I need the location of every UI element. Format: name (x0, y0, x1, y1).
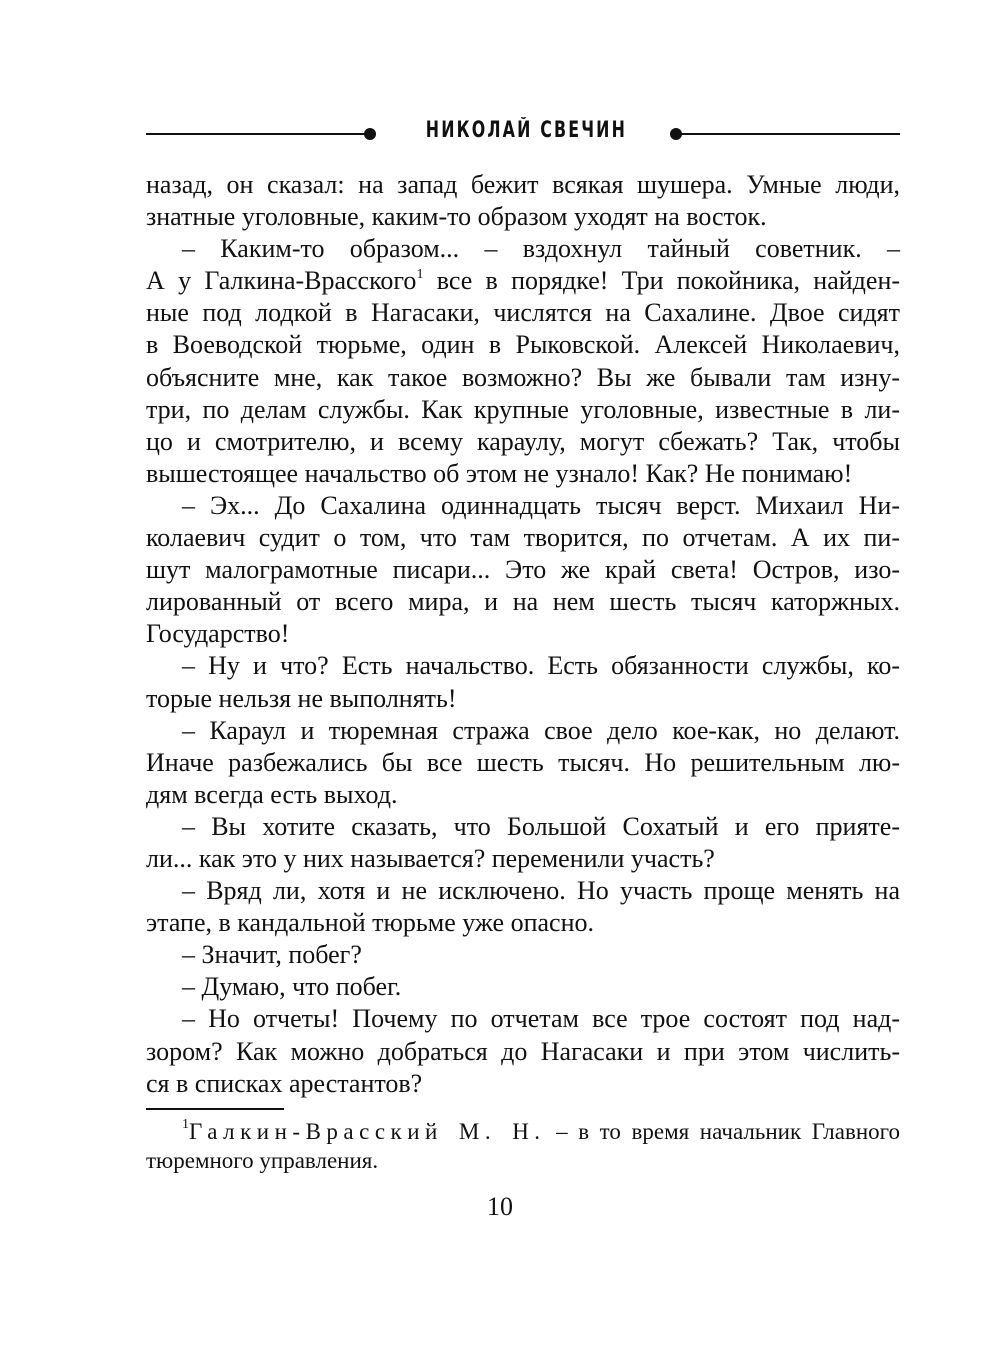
text-line: знатные уголовные, каким-то образом уходят на восток. (146, 202, 767, 232)
text-line: ли... как это у них называется? переменили участь? (146, 843, 715, 873)
text-line: – Эх... До Сахалина одиннадцать тысяч верст. Михаил Ни- (182, 490, 900, 520)
text-line: – Думаю, что побег. (182, 972, 402, 1002)
text-line: – Значит, побег? (182, 940, 362, 970)
text-line: – Ну и что? Есть начальство. Есть обязанности службы, ко- (182, 651, 900, 681)
body-text (146, 169, 900, 1100)
text-line: Государство! (146, 619, 290, 649)
text-line: Иначе разбежались бы все шесть тысяч. Но решительным лю- (146, 747, 900, 777)
header-rule-left (146, 133, 368, 135)
text-line: – Вряд ли, хотя и не исключено. Но участь проще менять на (182, 876, 900, 906)
footnote-line: тюремного управления. (146, 1148, 379, 1173)
text-line: дям всегда есть выход. (146, 779, 398, 809)
text-line: шут малограмотные писари... Это же край света! Остров, изо- (146, 555, 900, 585)
text-line: – Караул и тюремная стража свое дело кое-как, но делают. (182, 715, 900, 745)
text-line: колаевич судит о том, что там творится, по отчетам. А их пи- (146, 523, 900, 553)
header-bullet-left (364, 128, 376, 140)
footnote-separator (146, 1108, 284, 1110)
footnote (146, 1117, 900, 1175)
text-line: вышестоящее начальство об этом не узнало! Как? Не понимаю! (146, 458, 853, 488)
text-line: лированный от всего мира, и на нем шесть тысяч каторжных. (146, 587, 900, 617)
text-line: ные под лодкой в Нагасаки, числятся на Сахалине. Двое сидят (146, 298, 900, 328)
header-rule-right (676, 133, 900, 135)
text-line: назад, он сказал: на запад бежит всякая шушера. Умные люди, (146, 170, 900, 199)
text-line: три, по делам службы. Как крупные уголовные, известные в ли- (146, 394, 900, 424)
text-line: цо и смотрителю, и всему караулу, могут сбежать? Так, чтобы (146, 426, 900, 456)
text-line: объясните мне, как такое возможно? Вы же бывали там изну- (146, 362, 900, 392)
text-line: в Воеводской тюрьме, один в Рыковской. Алексей Николаевич, (146, 330, 900, 360)
text-fragment: все в порядке! Три покойника, найден- (436, 266, 901, 296)
footnote-name: Галкин-Врасский М. Н. (189, 1119, 546, 1144)
footnote-text: – в то время начальник Главного (545, 1119, 900, 1144)
footnote-line (146, 1117, 900, 1146)
text-line: торые нельзя не выполнять! (146, 683, 457, 713)
text-line: ся в списках арестантов? (146, 1068, 423, 1098)
text-line: – Вы хотите сказать, что Большой Сохатый и его прияте- (182, 811, 900, 841)
text-fragment: А у Галкина-Врасского (146, 266, 417, 296)
text-line: этапе, в кандальной тюрьме уже опасно. (146, 908, 594, 938)
text-line: – Каким-то образом... – вздохнул тайный советник. – (182, 234, 900, 264)
footnote-marker: 1 (182, 1117, 189, 1132)
footnote-reference: 1 (416, 267, 424, 283)
header-author: НИКОЛАЙ СВЕЧИН (425, 118, 627, 143)
text-line: – Но отчеты! Почему по отчетам все трое состоят под над- (182, 1004, 900, 1034)
text-line (146, 265, 900, 297)
page-number: 10 (487, 1192, 513, 1221)
running-header (146, 116, 900, 152)
text-line: зором? Как можно добраться до Нагасаки и при этом числить- (146, 1036, 900, 1066)
